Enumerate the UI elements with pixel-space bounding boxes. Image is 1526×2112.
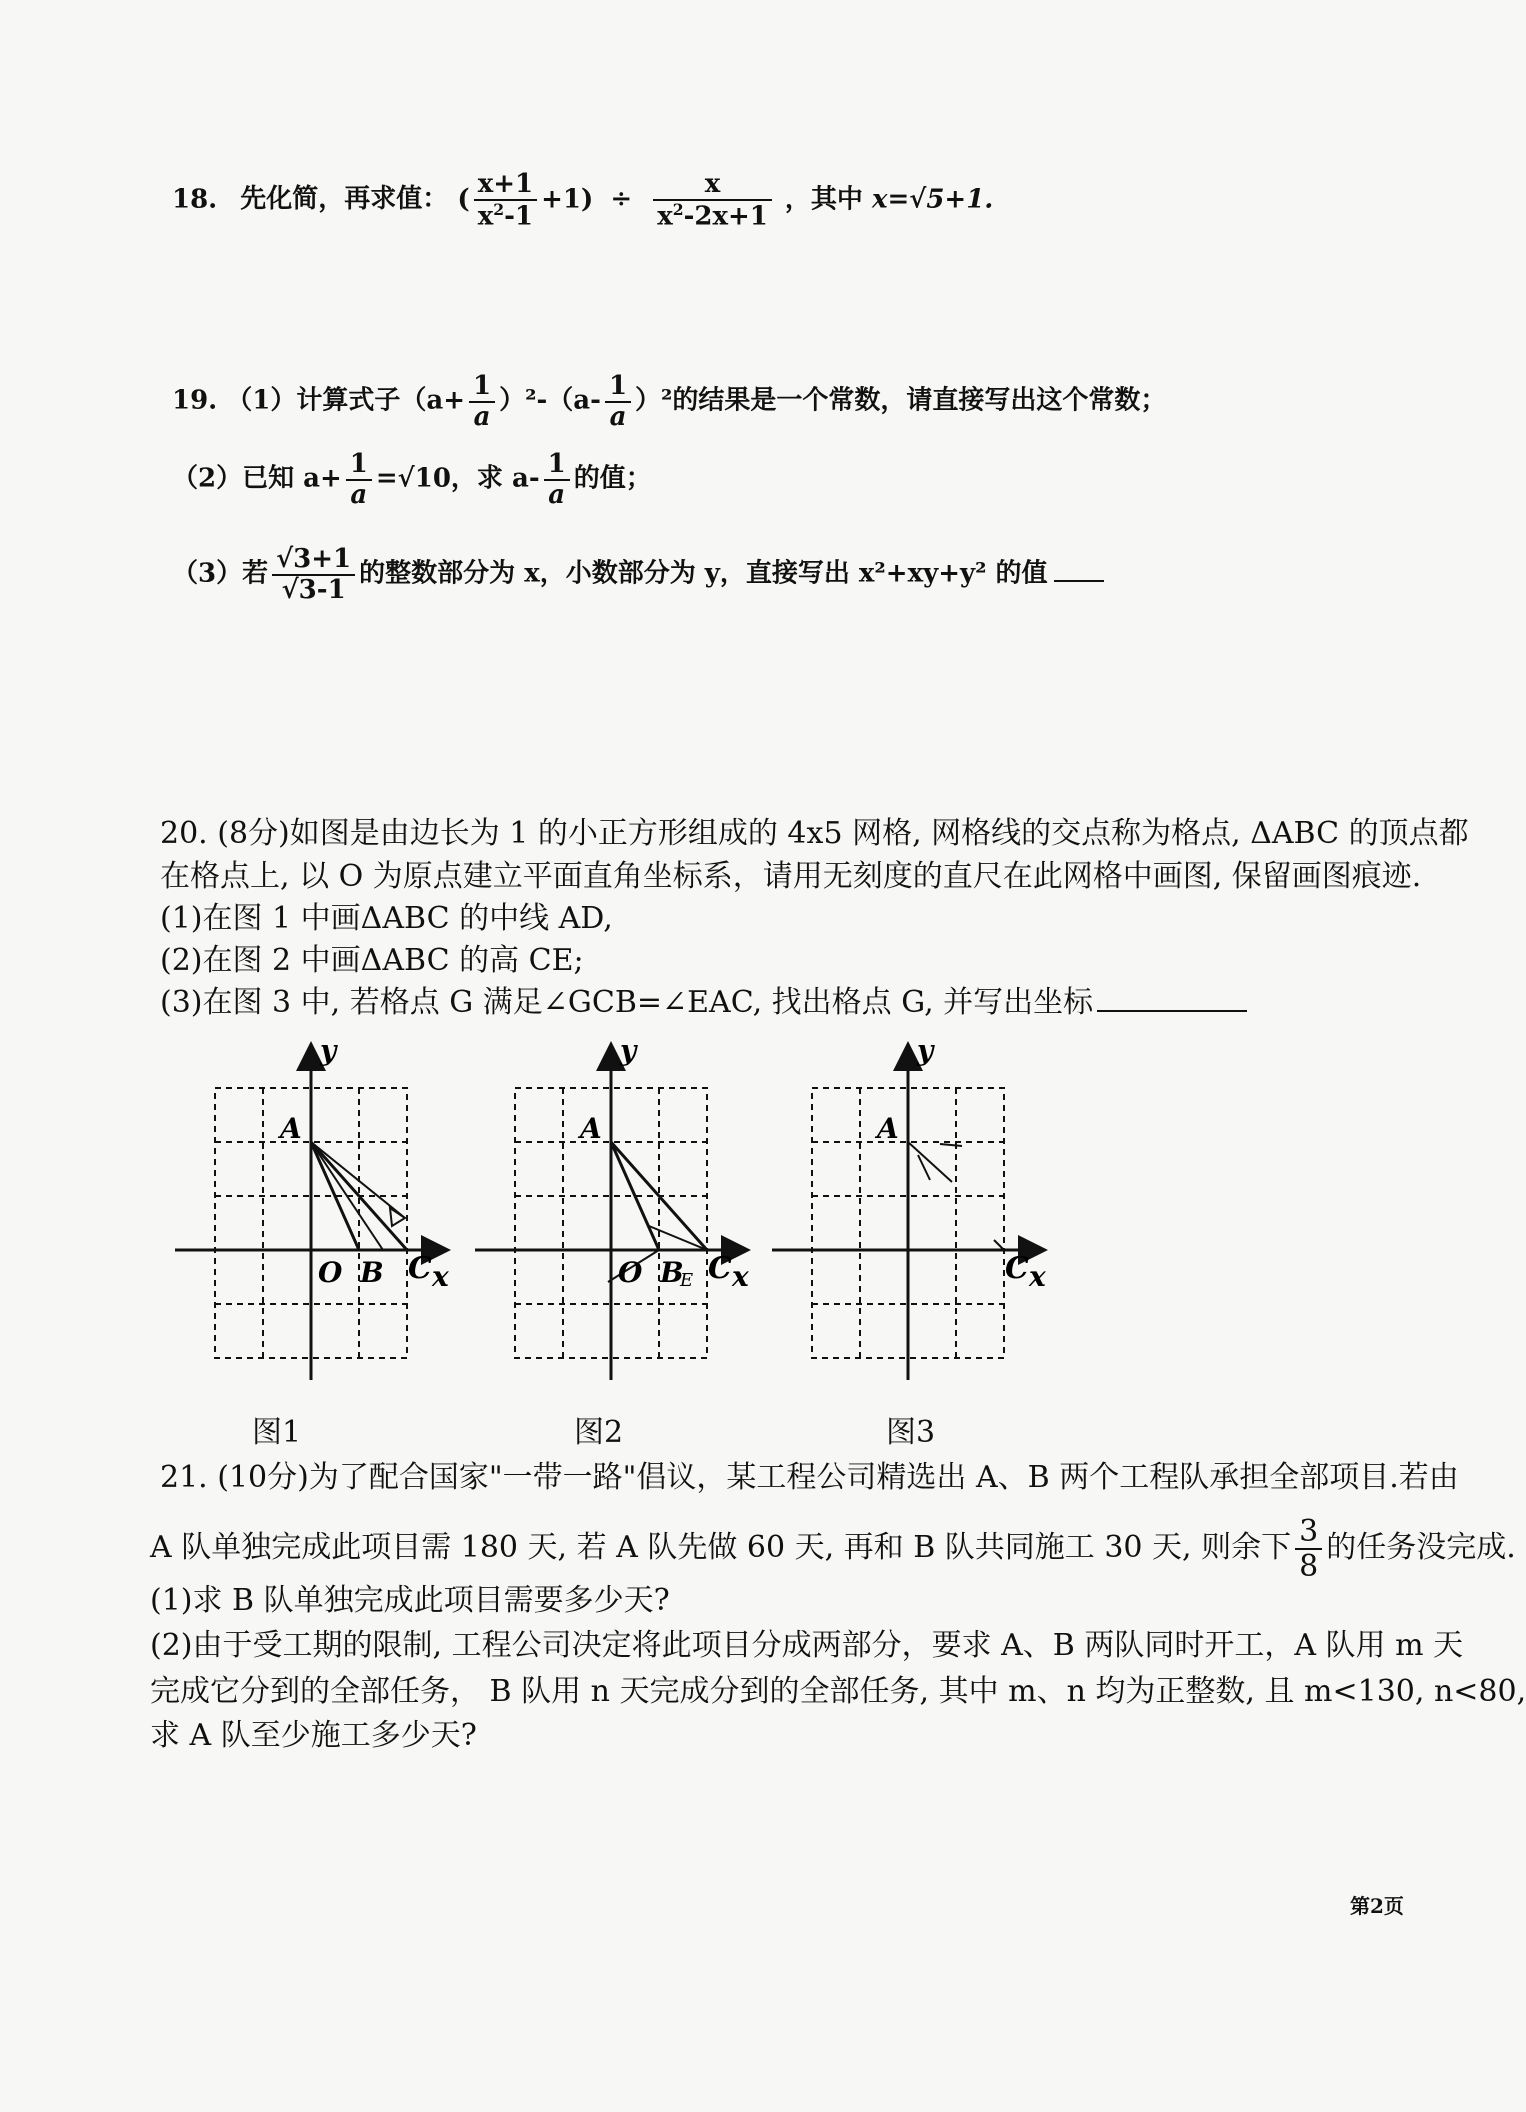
q20-line5: (3)在图 3 中, 若格点 G 满足∠GCB=∠EAC, 找出格点 G, 并写出坐标 bbox=[160, 977, 1247, 1021]
figure-1-label-c: C bbox=[408, 1251, 432, 1286]
figure-3-trace bbox=[908, 1142, 952, 1182]
q19-fraction-1a: $\frac{1}{a}$ bbox=[469, 372, 495, 431]
q20-line2: 在格点上, 以 O 为原点建立平面直角坐标系，请用无刻度的直尺在此网格中画图, 保留画图痕迹. bbox=[160, 859, 1422, 894]
figure-1-caption: 图1 bbox=[252, 1415, 302, 1450]
q21-line4: (2)由于受工期的限制, 工程公司决定将此项目分成两部分，要求 A、B 两队同时开工，A 队用 m 天 bbox=[150, 1628, 1464, 1663]
q18-fraction-1: $\frac{x+1}{x^2-1}$ bbox=[474, 170, 537, 231]
q19-part1: 19. （1）计算式子（a+ $\frac{1}{a}$ ）²-（a- $\frac{1}{a}$ ）²的结果是一个常数，请直接写出这个常数； bbox=[172, 371, 1167, 432]
q19-part3: （3）若 $\frac{√3+1}{√3-1}$ 的整数部分为 x，小数部分为 y，直接写出 x²+xy+y² 的值 bbox=[172, 545, 1104, 604]
figure-3-trace bbox=[918, 1155, 930, 1180]
q21-line6: 求 A 队至少施工多少天? bbox=[150, 1718, 477, 1753]
q21-line3: (1)求 B 队单独完成此项目需要多少天? bbox=[150, 1583, 670, 1618]
q20-line4: (2)在图 2 中画ΔABC 的高 CE; bbox=[160, 943, 584, 978]
figure-3 bbox=[772, 1034, 1046, 1380]
q19-fraction-1b: $\frac{1}{a}$ bbox=[605, 372, 631, 431]
figure-1-median-trace bbox=[311, 1142, 405, 1218]
figure-1 bbox=[175, 1034, 449, 1380]
figure-1-label-b: B bbox=[360, 1256, 384, 1289]
figure-3-label-x: x bbox=[1029, 1260, 1046, 1293]
figure-3-caption: 图3 bbox=[886, 1415, 936, 1450]
figure-3-label-y: y bbox=[917, 1034, 934, 1067]
q19-fraction-3: $\frac{√3+1}{√3-1}$ bbox=[272, 545, 355, 604]
figure-1-label-x: x bbox=[432, 1260, 449, 1293]
figure-3-trace bbox=[940, 1144, 962, 1146]
q21-line5: 完成它分到的全部任务， B 队用 n 天完成分到的全部任务, 其中 m、n 均为正整数, 且 m<130, n<80, bbox=[150, 1674, 1526, 1709]
figure-2-label-o: O bbox=[618, 1256, 643, 1289]
figure-2-label-e: E bbox=[680, 1270, 694, 1291]
page-number: 第2页 bbox=[1350, 1894, 1404, 1918]
q20-line3: (1)在图 1 中画ΔABC 的中线 AD, bbox=[160, 901, 613, 936]
figure-2-label-x: x bbox=[732, 1260, 749, 1293]
q21-line1: 21. (10分)为了配合国家"一带一路"倡议，某工程公司精选出 A、B 两个工程队承担全部项目.若由 bbox=[160, 1460, 1459, 1495]
figure-3-label-c: C bbox=[1005, 1251, 1029, 1286]
figure-3-label-a: A bbox=[877, 1112, 899, 1145]
q18-x-value: x=√5+1. bbox=[871, 184, 994, 215]
q18-lead: 先化简，再求值： bbox=[240, 184, 449, 215]
q19-fraction-2b: $\frac{1}{a}$ bbox=[544, 450, 570, 509]
q18-fraction-2: $\frac{x}{x^2-2x+1}$ bbox=[653, 170, 772, 231]
q21-fraction: $\frac{3}{8}$ bbox=[1295, 1515, 1322, 1583]
q20-answer-blank[interactable] bbox=[1097, 1010, 1247, 1012]
q19-number: 19. bbox=[172, 385, 218, 416]
figures bbox=[0, 1020, 1492, 1460]
q18: 18. 先化简，再求值： ( $\frac{x+1}{x^2-1}$ +1) ÷ $\frac{x}{x^2-2x+1}$ ，其中 x=√5+1. bbox=[172, 169, 994, 232]
q18-number: 18. bbox=[172, 184, 218, 215]
figure-2 bbox=[475, 1034, 749, 1380]
figure-1-label-a: A bbox=[280, 1112, 302, 1145]
figure-2-label-c: C bbox=[708, 1251, 732, 1286]
figure-2-caption: 图2 bbox=[574, 1415, 624, 1450]
q19-answer-blank[interactable] bbox=[1054, 580, 1104, 582]
figure-1-label-o: O bbox=[318, 1256, 343, 1289]
q21-line2: A 队单独完成此项目需 180 天, 若 A 队先做 60 天, 再和 B 队共同施工 30 天, 则余下 $\frac{3}{8}$ 的任务没完成. bbox=[150, 1514, 1516, 1584]
q19-fraction-2a: $\frac{1}{a}$ bbox=[346, 450, 372, 509]
q19-part2: （2）已知 a+ $\frac{1}{a}$ =√10，求 a- $\frac{1}{a}$ 的值； bbox=[172, 449, 652, 510]
figure-2-label-y: y bbox=[620, 1034, 637, 1067]
q20-line1: 20. (8分)如图是由边长为 1 的小正方形组成的 4x5 网格, 网格线的交点称为格点, ΔABC 的顶点都 bbox=[160, 816, 1469, 851]
figure-1-label-y: y bbox=[320, 1034, 337, 1067]
figure-2-label-b: B bbox=[660, 1256, 684, 1289]
figure-2-label-a: A bbox=[580, 1112, 602, 1145]
